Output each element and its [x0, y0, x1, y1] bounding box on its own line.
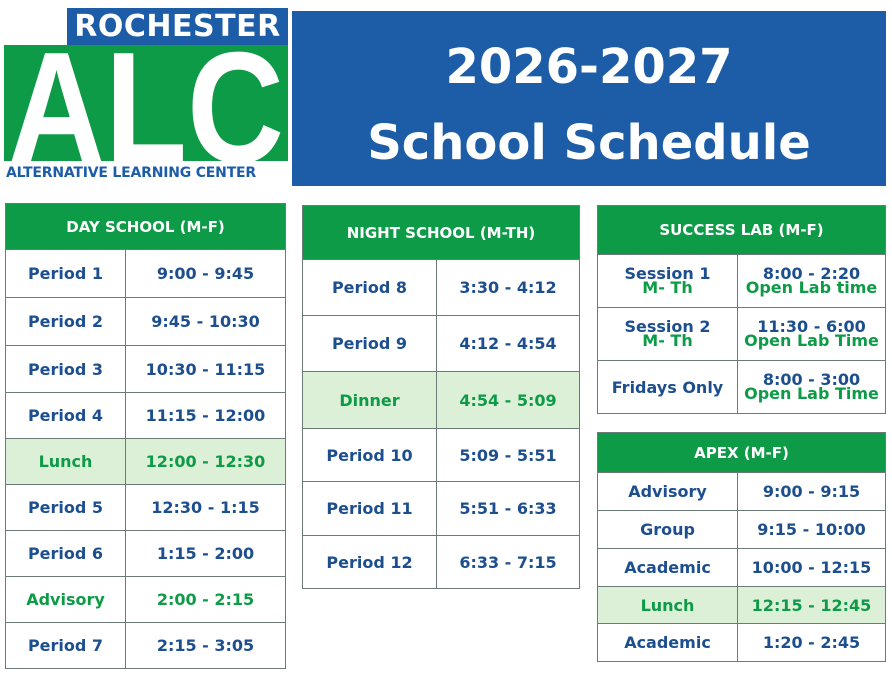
period-name: Lunch — [598, 587, 738, 624]
session-hours: 11:30 - 6:00 — [757, 317, 866, 336]
period-name: Period 6 — [6, 531, 126, 577]
period-name: Period 4 — [6, 393, 126, 439]
period-name: Dinner — [303, 372, 437, 429]
session-hours: 8:00 - 2:20 — [762, 264, 861, 283]
logo-letters — [4, 16, 288, 166]
period-name: Period 11 — [303, 482, 437, 536]
period-name: Period 7 — [6, 623, 126, 669]
period-time: 12:00 - 12:30 — [126, 439, 286, 485]
session-name — [598, 308, 738, 361]
session-label: Session 2 — [624, 317, 711, 336]
period-time: 4:12 - 4:54 — [437, 316, 580, 372]
period-time: 9:45 - 10:30 — [126, 298, 286, 346]
period-name: Period 12 — [303, 536, 437, 589]
period-name: Period 5 — [6, 485, 126, 531]
success-lab-header: SUCCESS LAB (M-F) — [598, 206, 886, 255]
period-name: Academic — [598, 624, 738, 662]
period-time: 9:00 - 9:45 — [126, 250, 286, 298]
session-hours: 8:00 - 3:00 — [762, 370, 861, 389]
period-time: 5:51 - 6:33 — [437, 482, 580, 536]
period-name: Period 10 — [303, 429, 437, 482]
session-time — [738, 308, 886, 361]
school-logo — [4, 8, 288, 186]
logo-top-text: ROCHESTER — [67, 8, 288, 45]
period-time: 12:15 - 12:45 — [738, 587, 886, 624]
period-time: 4:54 - 5:09 — [437, 372, 580, 429]
period-time: 2:15 - 3:05 — [126, 623, 286, 669]
period-name: Lunch — [6, 439, 126, 485]
session-time — [738, 255, 886, 308]
apex-header: APEX (M-F) — [598, 433, 886, 473]
period-time: 10:00 - 12:15 — [738, 549, 886, 587]
session-note: Open Lab time — [745, 278, 878, 297]
period-time: 9:15 - 10:00 — [738, 511, 886, 549]
day-school-table — [5, 203, 286, 669]
session-label: Session 1 — [624, 264, 711, 283]
period-name: Period 8 — [303, 260, 437, 316]
period-time: 11:15 - 12:00 — [126, 393, 286, 439]
session-time — [738, 361, 886, 414]
period-time: 1:15 - 2:00 — [126, 531, 286, 577]
logo-letters-text: ALC — [8, 20, 284, 166]
period-name: Period 9 — [303, 316, 437, 372]
session-days: M- Th — [642, 331, 693, 350]
period-name: Period 1 — [6, 250, 126, 298]
period-time: 12:30 - 1:15 — [126, 485, 286, 531]
night-school-header: NIGHT SCHOOL (M-TH) — [303, 206, 580, 260]
period-name: Advisory — [598, 473, 738, 511]
session-name: Fridays Only — [598, 361, 738, 414]
period-time: 1:20 - 2:45 — [738, 624, 886, 662]
session-days: M- Th — [642, 278, 693, 297]
period-time: 5:09 - 5:51 — [437, 429, 580, 482]
banner-year: 2026-2027 — [445, 39, 733, 95]
night-school-table — [302, 205, 580, 589]
period-name: Period 3 — [6, 346, 126, 393]
success-lab-table — [597, 205, 886, 414]
day-school-header: DAY SCHOOL (M-F) — [6, 204, 286, 250]
session-note: Open Lab Time — [744, 331, 879, 350]
apex-table — [597, 432, 886, 662]
period-time: 6:33 - 7:15 — [437, 536, 580, 589]
title-banner — [292, 11, 886, 186]
period-name: Period 2 — [6, 298, 126, 346]
session-name — [598, 255, 738, 308]
period-time: 2:00 - 2:15 — [126, 577, 286, 623]
period-name: Group — [598, 511, 738, 549]
period-name: Advisory — [6, 577, 126, 623]
period-name: Academic — [598, 549, 738, 587]
session-note: Open Lab Time — [744, 384, 879, 403]
period-time: 10:30 - 11:15 — [126, 346, 286, 393]
logo-bottom-text: ALTERNATIVE LEARNING CENTER — [6, 165, 256, 181]
period-time: 9:00 - 9:15 — [738, 473, 886, 511]
banner-title: School Schedule — [367, 115, 811, 171]
period-time: 3:30 - 4:12 — [437, 260, 580, 316]
